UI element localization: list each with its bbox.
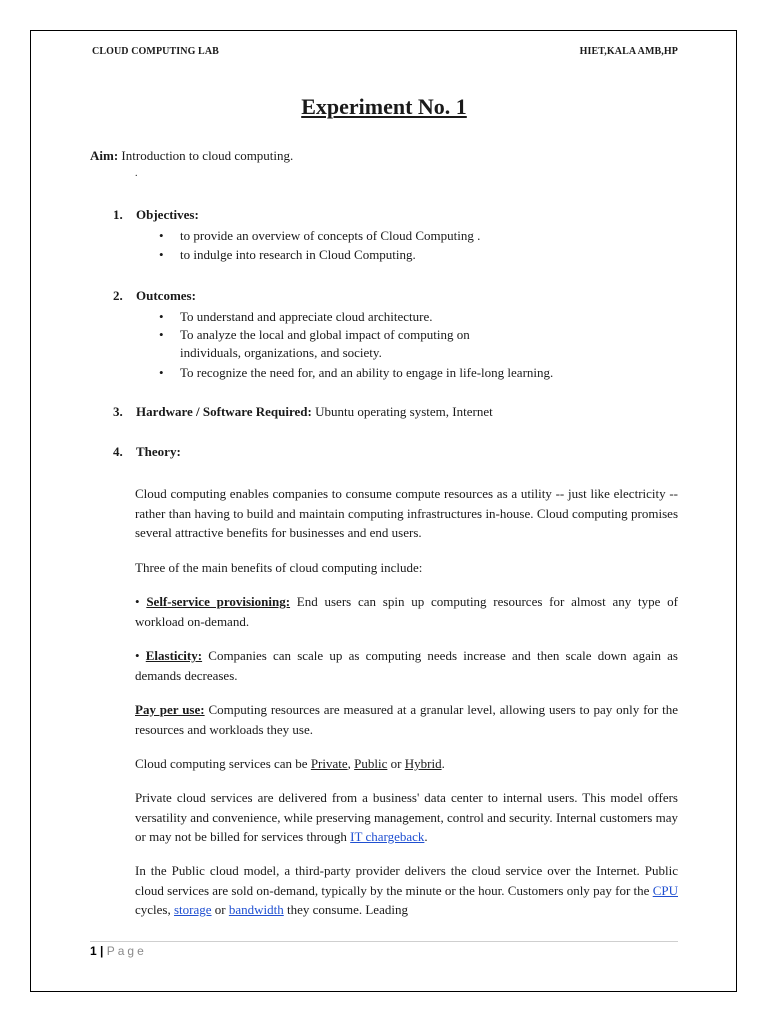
theory-paragraph-1: Cloud computing enables companies to consume compute resources as a utility -- just like electricity -- rather than having to build and maintain computing infrastructures in-house. Cloud computing promises several attractive benefits for businesses and end users. xyxy=(135,486,678,540)
footer-divider xyxy=(90,941,678,942)
theory-paragraph-2: Three of the main benefits of cloud computing include: xyxy=(135,560,423,575)
hardware-label: Hardware / Software Required: xyxy=(136,404,312,419)
header-right: HIET,KALA AMB,HP xyxy=(579,46,678,57)
objective-item: • to indulge into research in Cloud Computing. xyxy=(180,246,416,264)
private-cloud-paragraph xyxy=(135,788,678,847)
bandwidth-link[interactable]: bandwidth xyxy=(228,902,284,917)
benefit-term: Pay per use: xyxy=(135,702,205,717)
hardware-number: 3. xyxy=(113,404,123,419)
aim-label: Aim: xyxy=(90,148,119,163)
benefit-self-service xyxy=(135,592,678,631)
text: or xyxy=(387,756,405,771)
bullet-glyph: • xyxy=(135,594,147,609)
page-number: 1 xyxy=(90,944,97,958)
footer-separator: | xyxy=(96,944,107,958)
cloud-types-paragraph xyxy=(135,754,678,774)
hardware-text: Ubuntu operating system, Internet xyxy=(311,404,493,419)
public-term: Public xyxy=(354,756,388,771)
text: cycles, xyxy=(135,902,174,917)
text: Private cloud services are delivered from a business' data center to internal users. This model offers versatility and convenience, while preserving management, control and security. Internal customers may or may not be billed for services through xyxy=(135,790,678,844)
outcome-item-continued: individuals, organizations, and society. xyxy=(180,345,382,360)
text: . xyxy=(424,829,428,844)
title-text: Experiment No. 1 xyxy=(301,94,467,119)
page-word: Page xyxy=(106,944,147,958)
text: In the Public cloud model, a third-party provider delivers the cloud service over the Internet. Public cloud services are sold on-demand, typically by the minute or the hour. Customers only pay for the xyxy=(135,863,678,898)
objective-item: • to provide an overview of concepts of Cloud Computing . xyxy=(180,227,480,245)
footer xyxy=(90,944,147,958)
text: Cloud computing services can be xyxy=(135,756,311,771)
benefit-text: End users can spin up computing resources for almost any type of workload on-demand. xyxy=(135,594,678,629)
objectives-number: 1. xyxy=(113,207,123,222)
text: . xyxy=(441,756,445,771)
benefit-term: Self-service provisioning: xyxy=(146,594,291,609)
aim-line xyxy=(90,147,293,165)
outcome-item: • To recognize the need for, and an ability to engage in life-long learning. xyxy=(180,364,553,382)
benefit-text: Computing resources are measured at a granular level, allowing users to pay only for the resources and workloads they use. xyxy=(135,702,678,737)
hardware-line xyxy=(136,403,493,421)
text: or xyxy=(211,902,229,917)
outcome-item: • To understand and appreciate cloud architecture. xyxy=(180,308,432,326)
storage-link[interactable]: storage xyxy=(173,902,212,917)
text: they consume. Leading xyxy=(283,902,408,917)
benefit-text: Companies can scale up as computing needs increase and then scale down again as demands decreases. xyxy=(135,648,678,683)
aim-text: Introduction to cloud computing. xyxy=(118,148,294,163)
theory-number: 4. xyxy=(113,444,123,459)
bullet-glyph: • xyxy=(135,648,146,663)
benefit-pay-per-use xyxy=(135,700,678,739)
text: , xyxy=(347,756,355,771)
header-left: CLOUD COMPUTING LAB xyxy=(92,46,219,57)
cpu-link[interactable]: CPU xyxy=(652,882,678,898)
outcomes-heading: Outcomes: xyxy=(136,288,196,303)
theory-heading: Theory: xyxy=(136,444,181,459)
private-term: Private xyxy=(310,756,348,771)
benefit-term: Elasticity: xyxy=(145,648,203,663)
aim-dot: . xyxy=(135,168,138,179)
page-title xyxy=(0,94,768,120)
objectives-heading: Objectives: xyxy=(136,207,199,222)
benefit-elasticity xyxy=(135,646,678,685)
it-chargeback-link[interactable]: IT chargeback xyxy=(350,829,425,844)
public-cloud-paragraph xyxy=(135,861,678,920)
outcome-item: • To analyze the local and global impact of computing on xyxy=(180,326,470,344)
outcomes-number: 2. xyxy=(113,288,123,303)
hybrid-term: Hybrid xyxy=(404,756,442,771)
